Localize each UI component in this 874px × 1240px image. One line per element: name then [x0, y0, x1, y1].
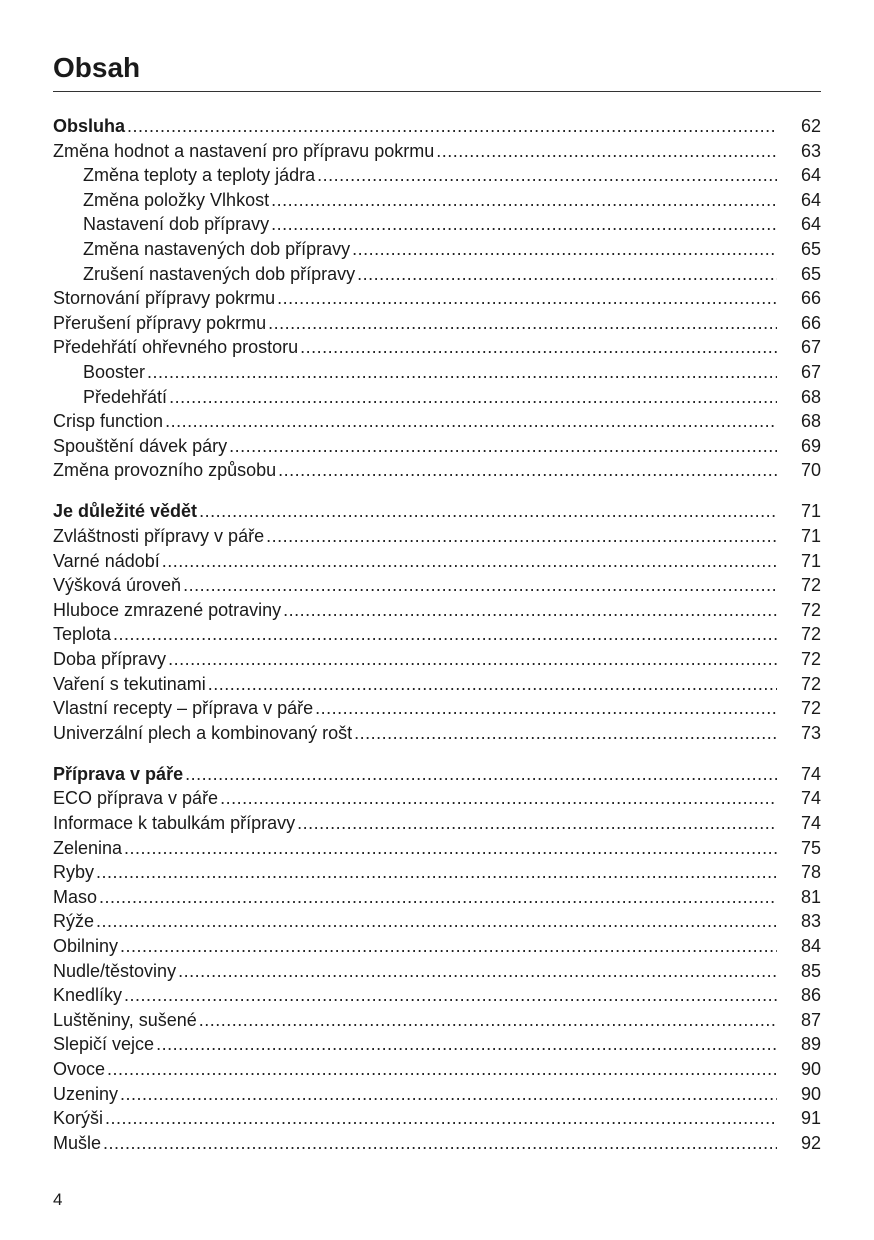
- toc-entry-label: Nastavení dob přípravy: [83, 214, 270, 235]
- toc-entry-label: Předehřátí ohřevného prostoru: [53, 337, 299, 358]
- toc-entry[interactable]: [53, 909, 821, 934]
- toc-page-number: 72: [800, 648, 821, 669]
- dot-leader: [99, 885, 777, 910]
- toc-entry-label: Obsluha: [53, 116, 126, 136]
- dot-leader: [168, 647, 777, 672]
- toc-subentry[interactable]: [53, 212, 821, 237]
- toc-entry[interactable]: [53, 311, 821, 336]
- toc-entry-label: Teplota: [53, 624, 112, 645]
- toc-entry[interactable]: [53, 786, 821, 811]
- toc-entry-label: Korýši: [53, 1108, 104, 1129]
- toc-entry[interactable]: [53, 1057, 821, 1082]
- toc-entry[interactable]: [53, 1008, 821, 1033]
- toc-page-number: 78: [800, 862, 821, 883]
- toc-page-number: 81: [800, 886, 821, 907]
- dot-leader: [96, 909, 777, 934]
- dot-leader: [220, 786, 777, 811]
- toc-entry-label: Ryby: [53, 862, 95, 883]
- toc-entry-label: Univerzální plech a kombinovaný rošt: [53, 722, 353, 743]
- toc-entry-label: Knedlíky: [53, 985, 123, 1006]
- toc-entry-label: Změna teploty a teploty jádra: [83, 165, 316, 186]
- toc-section: [53, 499, 821, 745]
- toc-section-heading[interactable]: [53, 499, 821, 524]
- toc-subentry[interactable]: [53, 360, 821, 385]
- toc-page-number: 71: [800, 550, 821, 571]
- toc-entry-label: Změna provozního způsobu: [53, 460, 277, 481]
- toc-page-number: 72: [800, 698, 821, 719]
- toc-entry[interactable]: [53, 647, 821, 672]
- toc-page-number: 72: [800, 599, 821, 620]
- toc-entry[interactable]: [53, 959, 821, 984]
- toc-entry[interactable]: [53, 524, 821, 549]
- toc-entry-label: Zvláštnosti přípravy v páře: [53, 526, 265, 546]
- toc-entry-label: Změna položky Vlhkost: [83, 189, 270, 210]
- toc-entry-label: Ovoce: [53, 1058, 106, 1079]
- toc-entry[interactable]: [53, 409, 821, 434]
- dot-leader: [185, 762, 777, 787]
- toc-entry[interactable]: [53, 696, 821, 721]
- toc-entry-label: Přerušení přípravy pokrmu: [53, 312, 267, 333]
- toc-subentry[interactable]: [53, 262, 821, 287]
- toc-page-number: 64: [800, 189, 821, 210]
- toc-section-heading[interactable]: [53, 114, 821, 139]
- dot-leader: [271, 188, 777, 213]
- toc-entry[interactable]: [53, 549, 821, 574]
- dot-leader: [277, 286, 777, 311]
- dot-leader: [103, 1131, 777, 1156]
- toc-page-number: 74: [800, 788, 821, 809]
- dot-leader: [127, 114, 777, 139]
- title-rule: [53, 91, 821, 92]
- toc-page-number: 74: [800, 763, 821, 784]
- dot-leader: [199, 1008, 777, 1033]
- toc-subentry[interactable]: [53, 237, 821, 262]
- toc-page-number: 65: [800, 263, 821, 284]
- dot-leader: [120, 1082, 777, 1107]
- dot-leader: [105, 1106, 777, 1131]
- dot-leader: [436, 139, 777, 164]
- table-of-contents: [53, 114, 821, 1172]
- toc-entry-label: ECO příprava v páře: [53, 788, 219, 809]
- dot-leader: [162, 549, 777, 574]
- toc-entry[interactable]: [53, 139, 821, 164]
- toc-page-number: 83: [800, 911, 821, 932]
- toc-entry[interactable]: [53, 598, 821, 623]
- toc-page-number: 84: [800, 936, 821, 956]
- toc-entry-label: Uzeniny: [53, 1083, 119, 1104]
- toc-page-number: 90: [800, 1083, 821, 1104]
- toc-page-number: 92: [800, 1132, 821, 1153]
- dot-leader: [229, 434, 777, 459]
- dot-leader: [268, 311, 777, 336]
- dot-leader: [156, 1032, 777, 1057]
- page-number: 4: [53, 1190, 63, 1209]
- toc-entry-label: Luštěniny, sušené: [53, 1009, 197, 1030]
- toc-page-number: 67: [800, 361, 821, 382]
- toc-entry-label: Zrušení nastavených dob přípravy: [83, 263, 356, 284]
- toc-section-heading[interactable]: [53, 762, 821, 787]
- dot-leader: [107, 1057, 777, 1082]
- toc-page-number: 90: [800, 1058, 821, 1079]
- toc-entry-label: Vaření s tekutinami: [53, 673, 206, 694]
- toc-entry-label: Výšková úroveň: [53, 575, 182, 596]
- dot-leader: [297, 811, 777, 836]
- toc-entry-label: Změna hodnot a nastavení pro přípravu pokrmu: [53, 140, 435, 161]
- page-title: Obsah: [53, 52, 141, 83]
- toc-page-number: 72: [800, 575, 821, 596]
- toc-page-number: 68: [800, 386, 821, 407]
- toc-page-number: 74: [800, 813, 821, 834]
- toc-page-number: 72: [800, 673, 821, 694]
- dot-leader: [120, 934, 777, 959]
- toc-entry[interactable]: [53, 1106, 821, 1131]
- dot-leader: [278, 458, 777, 483]
- toc-entry[interactable]: [53, 1032, 821, 1057]
- toc-page-number: 89: [800, 1034, 821, 1055]
- toc-entry-label: Příprava v páře: [53, 763, 184, 784]
- toc-entry-label: Nudle/těstoviny: [53, 960, 177, 981]
- toc-entry[interactable]: [53, 622, 821, 647]
- toc-entry-label: Maso: [53, 886, 98, 907]
- toc-entry-label: Varné nádobí: [53, 550, 160, 571]
- dot-leader: [357, 262, 777, 287]
- toc-page-number: 65: [800, 238, 821, 259]
- toc-entry-label: Změna nastavených dob přípravy: [83, 238, 351, 259]
- toc-entry-label: Je důležité vědět: [53, 501, 198, 522]
- toc-entry[interactable]: [53, 721, 821, 746]
- dot-leader: [208, 672, 777, 697]
- toc-entry[interactable]: [53, 672, 821, 697]
- toc-entry[interactable]: [53, 1082, 821, 1107]
- toc-entry-label: Hluboce zmrazené potraviny: [53, 599, 282, 620]
- toc-page-number: 68: [800, 411, 821, 432]
- dot-leader: [199, 499, 777, 524]
- dot-leader: [165, 409, 777, 434]
- toc-entry[interactable]: [53, 860, 821, 885]
- dot-leader: [266, 524, 777, 549]
- toc-entry[interactable]: [53, 573, 821, 598]
- toc-entry[interactable]: [53, 335, 821, 360]
- toc-page-number: 71: [800, 501, 821, 522]
- dot-leader: [124, 983, 777, 1008]
- dot-leader: [147, 360, 777, 385]
- toc-entry-label: Vlastní recepty – příprava v páře: [53, 698, 314, 719]
- dot-leader: [113, 622, 777, 647]
- toc-entry-label: Zelenina: [53, 837, 123, 858]
- toc-page-number: 75: [800, 837, 821, 858]
- toc-entry[interactable]: [53, 934, 821, 959]
- dot-leader: [354, 721, 777, 746]
- toc-page-number: 66: [800, 288, 821, 309]
- toc-page-number: 69: [800, 435, 821, 456]
- dot-leader: [283, 598, 777, 623]
- dot-leader: [315, 696, 777, 721]
- toc-section: [53, 762, 821, 1156]
- toc-page-number: 87: [800, 1009, 821, 1030]
- toc-entry[interactable]: [53, 885, 821, 910]
- toc-entry[interactable]: [53, 458, 821, 483]
- toc-page-number: 91: [800, 1108, 821, 1129]
- toc-section: [53, 114, 821, 483]
- toc-subentry[interactable]: [53, 188, 821, 213]
- toc-entry-label: Předehřátí: [83, 386, 168, 407]
- toc-entry-label: Obilniny: [53, 936, 119, 956]
- toc-entry-label: Mušle: [53, 1132, 102, 1153]
- toc-page-number: 62: [800, 116, 821, 136]
- toc-entry-label: Crisp function: [53, 411, 164, 432]
- toc-page-number: 63: [800, 140, 821, 161]
- toc-page-number: 73: [800, 722, 821, 743]
- toc-entry[interactable]: [53, 1131, 821, 1156]
- toc-page-number: 70: [800, 460, 821, 481]
- toc-page-number: 67: [800, 337, 821, 358]
- toc-entry[interactable]: [53, 983, 821, 1008]
- toc-page-number: 66: [800, 312, 821, 333]
- toc-entry-label: Spouštění dávek páry: [53, 435, 228, 456]
- toc-entry-label: Rýže: [53, 911, 95, 932]
- toc-entry-label: Doba přípravy: [53, 648, 167, 669]
- toc-page-number: 64: [800, 165, 821, 186]
- dot-leader: [169, 385, 777, 410]
- dot-leader: [271, 212, 777, 237]
- dot-leader: [352, 237, 777, 262]
- toc-page-number: 86: [800, 985, 821, 1006]
- dot-leader: [183, 573, 777, 598]
- toc-entry-label: Booster: [83, 361, 146, 382]
- toc-subentry[interactable]: [53, 163, 821, 188]
- toc-entry[interactable]: [53, 836, 821, 861]
- toc-subentry[interactable]: [53, 385, 821, 410]
- toc-entry[interactable]: [53, 434, 821, 459]
- dot-leader: [124, 836, 777, 861]
- dot-leader: [96, 860, 777, 885]
- toc-entry[interactable]: [53, 286, 821, 311]
- toc-page-number: 71: [800, 526, 821, 546]
- toc-entry[interactable]: [53, 811, 821, 836]
- toc-page-number: 72: [800, 624, 821, 645]
- toc-page-number: 85: [800, 960, 821, 981]
- dot-leader: [178, 959, 777, 984]
- dot-leader: [300, 335, 777, 360]
- toc-entry-label: Informace k tabulkám přípravy: [53, 813, 296, 834]
- toc-page-number: 64: [800, 214, 821, 235]
- toc-entry-label: Stornování přípravy pokrmu: [53, 288, 276, 309]
- toc-entry-label: Slepičí vejce: [53, 1034, 155, 1055]
- dot-leader: [317, 163, 777, 188]
